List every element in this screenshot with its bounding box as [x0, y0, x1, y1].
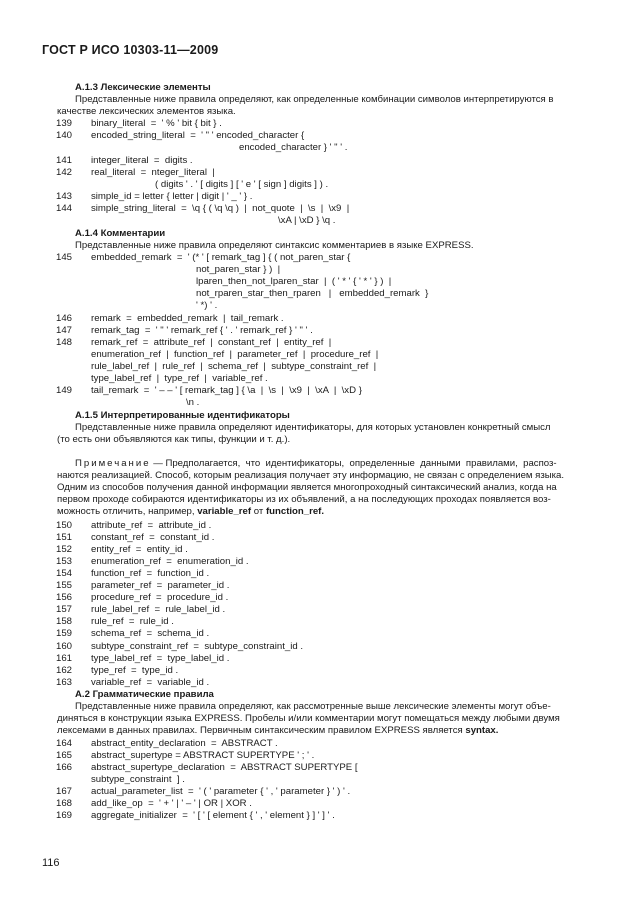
rule-text: subtype_constraint_ref = subtype_constraint_id . — [91, 640, 303, 652]
rule-number: 141 — [56, 155, 73, 166]
rule-text: abstract_supertype_declaration = ABSTRACT SUPERTYPE [ — [91, 762, 358, 773]
rule-number: 142 — [56, 167, 73, 178]
paragraph-line: качестве лексических элементов языка. — [57, 106, 236, 117]
note-line: наются реализацией. Способ, которым реализация получает эту информацию, не связан с определением языка. — [57, 470, 565, 481]
rule-number: 162 — [56, 664, 73, 676]
rule-number: 148 — [56, 337, 73, 348]
rule-number: 155 — [56, 580, 73, 592]
paragraph-line: Представленные ниже правила определяют синтаксис комментариев в языке EXPRESS. — [75, 240, 474, 251]
rule-number: 157 — [56, 604, 73, 616]
rule-text: abstract_supertype = ABSTRACT SUPERTYPE ' ; ' . — [91, 750, 315, 761]
rule-number: 167 — [56, 786, 73, 797]
rule-number: 139 — [56, 118, 73, 129]
rule-text: rule_ref = rule_id . — [91, 616, 174, 628]
rule-number: 140 — [56, 130, 73, 141]
rule-number: 169 — [56, 810, 73, 821]
rule-text: remark_tag = ' " ' remark_ref { ' . ' remark_ref } ' " ' . — [91, 325, 313, 336]
rule-text: simple_string_literal = \q { ( \q \q ) | not_quote | \s | \x9 | — [91, 203, 350, 214]
rule-text: procedure_ref = procedure_id . — [91, 592, 229, 604]
rule-number: 144 — [56, 203, 73, 214]
rule-text-continuation: not_rparen_star_then_rparen | embedded_remark } — [196, 288, 429, 299]
rule-text-continuation: \xA | \xD } \q . — [278, 215, 336, 226]
rule-number: 147 — [56, 325, 73, 336]
rule-text: schema_ref = schema_id . — [91, 628, 210, 640]
note-label: Примечание — [75, 458, 151, 469]
rule-number: 153 — [56, 556, 73, 568]
page-number: 116 — [42, 857, 60, 869]
rule-text-continuation: ( digits ' . ' [ digits ] [ ' e ' [ sign ] digits ] ) . — [155, 179, 329, 190]
rule-number: 150 — [56, 520, 73, 531]
note-line: Примечание — Предполагается, что идентификаторы, определенные данными правилами, распоз- — [75, 458, 557, 469]
rule-text-continuation: enumeration_ref | function_ref | parameter_ref | procedure_ref | — [91, 349, 379, 360]
rule-number: 165 — [56, 750, 73, 761]
paragraph-line: (то есть они объявляются как типы, функции и т. д.). — [57, 434, 291, 445]
rule-text-continuation: type_label_ref | type_ref | variable_ref . — [91, 373, 268, 384]
rule-number: 143 — [56, 191, 73, 202]
paragraph-line: диняться в конструкции языка EXPRESS. Пробелы и/или комментарии могут помещаться между любыми двумя — [57, 713, 560, 724]
section-heading-a14: A.1.4 Комментарии — [75, 228, 166, 239]
rule-text: aggregate_initializer = ' [ ' [ element { ' , ' element } ] ' ] ' . — [91, 810, 335, 821]
rule-number: 163 — [56, 676, 73, 688]
paragraph-line: лексемами в данных правилах. Первичным синтаксическим правилом EXPRESS является syntax. — [57, 725, 499, 736]
rule-number: 152 — [56, 544, 73, 556]
section-heading-a13: A.1.3 Лексические элементы — [75, 82, 211, 93]
rule-text-continuation: rule_label_ref | rule_ref | schema_ref | subtype_constraint_ref | — [91, 361, 377, 372]
rule-number: 161 — [56, 652, 73, 664]
rule-text: variable_ref = variable_id . — [91, 676, 210, 688]
rule-text: entity_ref = entity_id . — [91, 544, 188, 556]
rule-text: tail_remark = ' – – ' [ remark_tag ] { \a | \s | \x9 | \xA | \xD } — [91, 385, 362, 396]
rule-text: type_ref = type_id . — [91, 664, 179, 676]
rule-text: add_like_op = ' + ' | ' – ' | OR | XOR . — [91, 798, 252, 809]
rule-number: 164 — [56, 738, 73, 749]
rule-number: 166 — [56, 762, 73, 773]
rule-text: rule_label_ref = rule_label_id . — [91, 604, 226, 616]
rule-number: 146 — [56, 313, 73, 324]
rule-text: embedded_remark = ' (* ' [ remark_tag ] { ( not_paren_star { — [91, 252, 351, 263]
rule-text: enumeration_ref = enumeration_id . — [91, 556, 249, 568]
rule-text: real_literal = nteger_literal | — [91, 167, 215, 178]
rule-number: 159 — [56, 628, 73, 640]
section-heading-a15: A.1.5 Интерпретированные идентификаторы — [75, 410, 290, 421]
rule-text-continuation: lparen_then_not_lparen_star | ( ' * ' { ' * ' } ) | — [196, 276, 392, 287]
rule-number: 154 — [56, 568, 73, 580]
rule-text: integer_literal = digits . — [91, 155, 193, 166]
rule-text-continuation: not_paren_star } ) | — [196, 264, 281, 275]
rule-text-continuation: ' *) ' . — [196, 300, 218, 311]
rule-number: 160 — [56, 640, 73, 652]
rule-number: 145 — [56, 252, 73, 263]
section-heading-a2: A.2 Грамматические правила — [75, 689, 214, 700]
rule-text-continuation: encoded_character } ' " ' . — [239, 142, 348, 153]
note-line: первом проходе собираются идентификаторы из их объявлений, а на последующих проходах появляется воз- — [57, 494, 551, 505]
rule-text: binary_literal = ' % ' bit { bit } . — [91, 118, 222, 129]
rule-text: attribute_ref = attribute_id . — [91, 520, 212, 531]
rule-text: abstract_entity_declaration = ABSTRACT . — [91, 738, 278, 749]
rule-number: 149 — [56, 385, 73, 396]
note-line: можность отличить, например, variable_ref от function_ref. — [57, 506, 325, 517]
note-line: Одним из способов получения данной информации является многопроходный синтаксический анализ, когда на — [57, 482, 557, 493]
paragraph-line: Представленные ниже правила определяют, как рассмотренные выше лексические элементы могут объе- — [75, 701, 551, 712]
rule-text: parameter_ref = parameter_id . — [91, 580, 230, 592]
rule-text: encoded_string_literal = ' " ' encoded_character { — [91, 130, 305, 141]
rule-text: remark_ref = attribute_ref | constant_ref | entity_ref | — [91, 337, 332, 348]
rule-text: remark = embedded_remark | tail_remark . — [91, 313, 284, 324]
rule-text: type_label_ref = type_label_id . — [91, 652, 230, 664]
rule-text: function_ref = function_id . — [91, 568, 210, 580]
rule-number: 156 — [56, 592, 73, 604]
page-header-title: ГОСТ Р ИСО 10303-11—2009 — [42, 43, 219, 57]
rule-number: 151 — [56, 532, 73, 544]
paragraph-line: Представленные ниже правила определяют идентификаторы, для которых установлен конкретный смысл — [75, 422, 551, 433]
paragraph-line: Представленные ниже правила определяют, как определенные комбинации символов интерпретируются в — [75, 94, 554, 105]
rule-text: actual_parameter_list = ' ( ' parameter { ' , ' parameter } ' ) ' . — [91, 786, 351, 797]
rule-text-continuation: subtype_constraint ] . — [91, 774, 185, 785]
rule-text-continuation: \n . — [186, 397, 200, 408]
rule-text: constant_ref = constant_id . — [91, 532, 215, 544]
rule-number: 168 — [56, 798, 73, 809]
rule-text: simple_id = letter { letter | digit | ' _ ' } . — [91, 191, 253, 202]
rule-number: 158 — [56, 616, 73, 628]
